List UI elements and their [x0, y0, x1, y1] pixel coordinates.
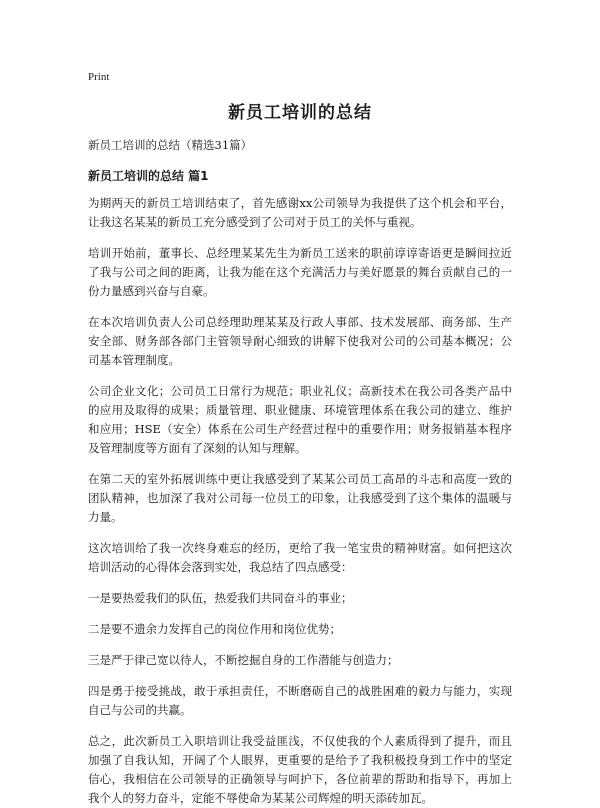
print-link[interactable]: Print: [88, 71, 110, 83]
paragraph-2: 培训开始前，董事长、总经理某某先生为新员工送来的职前谆谆寄语更是瞬间拉近了我与公司之间的距离，让我为能在这个充满活力与美好愿景的舞台贡献自己的一份力量感到兴奋与自豪。: [88, 246, 512, 298]
paragraph-9: 三是严于律己宽以待人，不断挖掘自身的工作潜能与创造力；: [88, 653, 399, 667]
paragraph-5: 在第二天的室外拓展训练中更让我感受到了某某公司员工高昂的斗志和高度一致的团队精神，也加深了我对公司每一位员工的印象，让我感受到了这个集体的温暖与力量。: [88, 472, 512, 524]
section-heading: 新员工培训的总结 篇1: [88, 169, 209, 183]
paragraph-11: 总之，此次新员工入职培训让我受益匪浅，不仅使我的个人素质得到了提升，而且加强了自我认知，开阔了个人眼界，更重要的是给予了我积极投身到工作中的坚定信心，我相信在公司领导的正确领导与呵护下，各位前辈的帮助和指导下，再加上我个人的努力奋斗，定能不辱使命为某某公司辉煌的明天添砖加瓦。: [88, 734, 512, 805]
paragraph-3: 在本次培训负责人公司总经理助理某某及行政人事部、技术发展部、商务部、生产安全部、财务部各部门主管领导耐心细致的讲解下使我对公司的公司基本概况；公司基本管理制度。: [88, 315, 512, 367]
paragraph-7: 一是要热爱我们的队伍，热爱我们共同奋斗的事业；: [88, 591, 353, 605]
paragraph-6: 这次培训给了我一次终身难忘的经历，更给了我一笔宝贵的精神财富。如何把这次培训活动的心得体会落到实处，我总结了四点感受：: [88, 541, 512, 574]
document-title: 新员工培训的总结: [228, 103, 372, 123]
paragraph-10: 四是勇于接受挑战，敢于承担责任，不断磨砺自己的战胜困难的毅力与能力，实现自己与公司的共赢。: [88, 684, 512, 717]
paragraph-1: 为期两天的新员工培训结束了，首先感谢xx公司领导为我提供了这个机会和平台，让我这名某某的新员工充分感受到了公司对于员工的关怀与重视。: [88, 196, 512, 229]
paragraph-8: 二是要不遗余力发挥自己的岗位作用和岗位优势；: [88, 622, 341, 636]
paragraph-4: 公司企业文化；公司员工日常行为规范；职业礼仪；高新技术在我公司各类产品中的应用及取得的成果；质量管理、职业健康、环境管理体系在我公司的建立、维护和应用；HSE（安全）体系在公司生产经营过程中的重要作用；财务报销基本程序及管理制度等方面有了深刻的认知与理解。: [88, 384, 512, 455]
document-subtitle: 新员工培训的总结（精选31篇）: [88, 138, 253, 152]
